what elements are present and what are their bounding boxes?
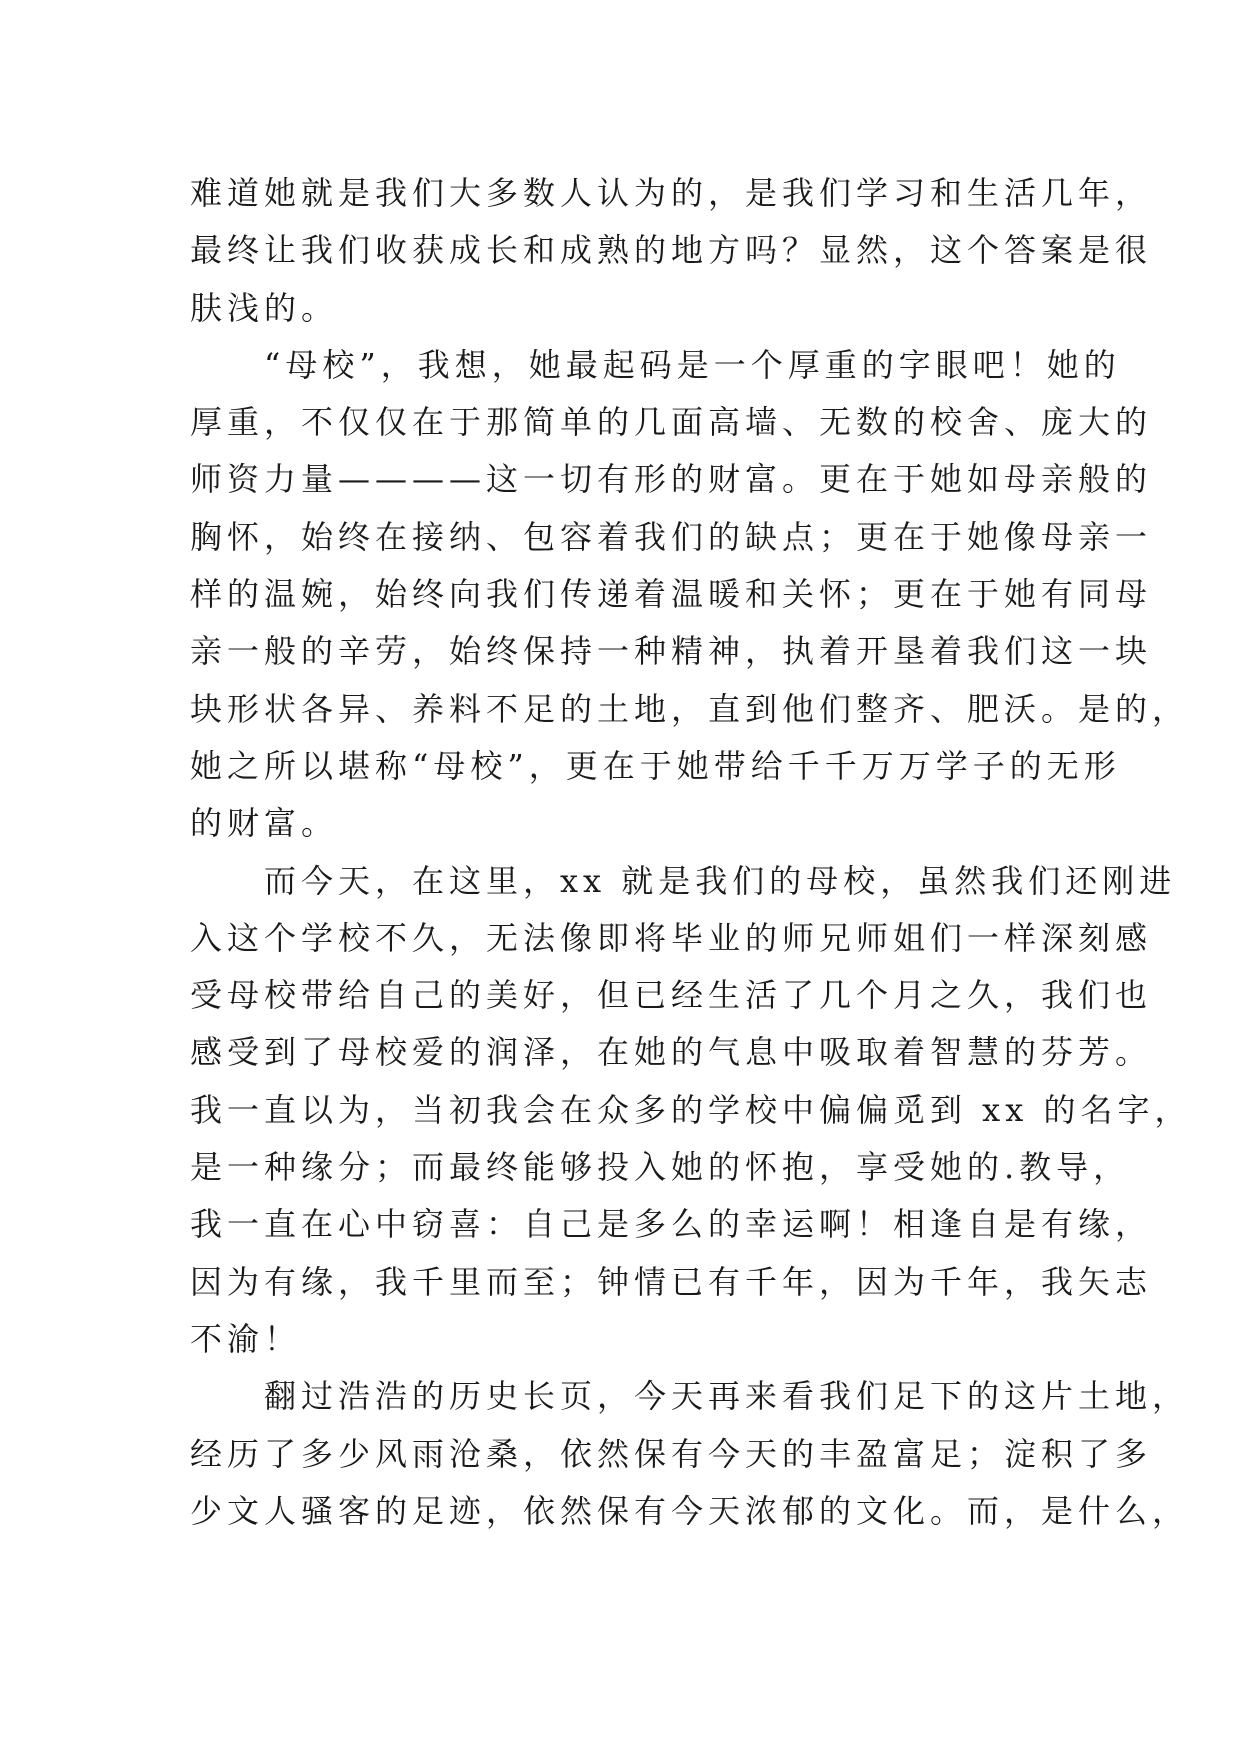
text-line: 翻过浩浩的历史长页，今天再来看我们足下的这片土地，	[190, 1377, 1190, 1416]
text-line: 样的温婉，始终向我们传递着温暖和关怀；更在于她有同母	[190, 575, 1153, 614]
text-line: 因为有缘，我千里而至；钟情已有千年，因为千年，我矢志	[190, 1262, 1153, 1301]
text-line: 她之所以堪称“母校”，更在于她带给千千万万学子的无形	[190, 746, 1121, 785]
text-line: 亲一般的辛劳，始终保持一种精神，执着开垦着我们这一块	[190, 632, 1153, 671]
text-line: 不渝！	[190, 1319, 302, 1358]
text-line: 师资力量————这一切有形的财富。更在于她如母亲般的	[190, 460, 1153, 499]
text-line: 肤浅的。	[190, 288, 339, 327]
text-line: 胸怀，始终在接纳、包容着我们的缺点；更在于她像母亲一	[190, 517, 1153, 556]
text-line: 受母校带给自己的美好，但已经生活了几个月之久，我们也	[190, 976, 1153, 1015]
text-line: 经历了多少风雨沧桑，依然保有今天的丰盈富足；淀积了多	[190, 1434, 1153, 1473]
text-line: 而今天，在这里，xx 就是我们的母校，虽然我们还刚进	[190, 861, 1177, 900]
text-line: 块形状各异、养料不足的土地，直到他们整齐、肥沃。是的，	[190, 689, 1190, 728]
document-body	[190, 165, 1192, 1540]
text-line: 入这个学校不久，无法像即将毕业的师兄师姐们一样深刻感	[190, 918, 1153, 957]
text-line: 少文人骚客的足迹，依然保有今天浓郁的文化。而，是什么，	[190, 1491, 1190, 1530]
text-line: 我一直在心中窃喜：自己是多么的幸运啊！相逢自是有缘，	[190, 1205, 1153, 1244]
text-line: 厚重，不仅仅在于那简单的几面高墙、无数的校舍、庞大的	[190, 403, 1153, 442]
text-line: 我一直以为，当初我会在众多的学校中偏偏觅到 xx 的名字，	[190, 1090, 1192, 1129]
text-line: 感受到了母校爱的润泽，在她的气息中吸取着智慧的芬芳。	[190, 1033, 1153, 1072]
text-line: 是一种缘分；而最终能够投入她的怀抱，享受她的.教导，	[190, 1148, 1131, 1187]
text-line: 的财富。	[190, 804, 339, 843]
text-line: 最终让我们收获成长和成熟的地方吗？显然，这个答案是很	[190, 231, 1153, 270]
text-line: 难道她就是我们大多数人认为的，是我们学习和生活几年，	[190, 174, 1153, 212]
text-line: “母校”，我想，她最起码是一个厚重的字眼吧！她的	[190, 345, 1121, 384]
